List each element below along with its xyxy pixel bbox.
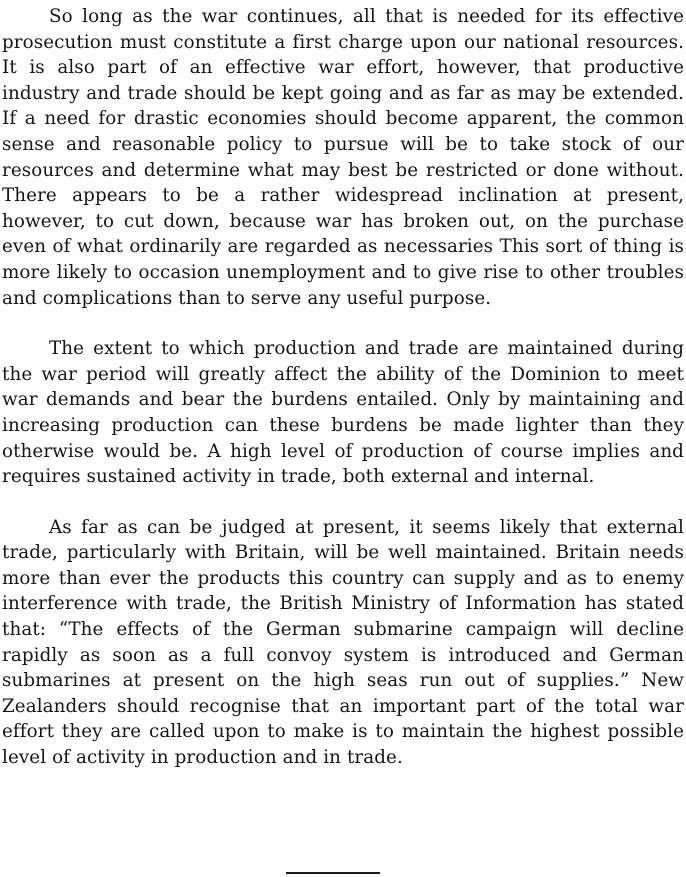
paragraph-2: The extent to which production and trade are maintained during the war period will greatly affect the ability of the Dominion to meet war demands and bear the burdens entailed. Only by maintaining and increasing production can these burdens be made lighter than they otherwise would be. A high level of production of course implies and requires sustained activity in trade, both external and internal. <box>2 338 684 488</box>
section-divider-rule <box>286 872 380 874</box>
paragraph-1: So long as the war continues, all that is needed for its effective prosecution must constitute a first charge upon our national resources. It is also part of an effective war effort, however, that productive industry and trade should be kept going and as far as may be extended. If a need for drastic economies should become apparent, the common sense and reasonable policy to pursue will be to take stock of our resources and determine what may best be restricted or done without. There appears to be a rather widespread inclination at present, however, to cut down, because war has broken out, on the purchase even of what ordinarily are regarded as necessaries This sort of thing is more likely to occasion unemployment and to give rise to other troubles and complications than to serve any useful purpose. <box>2 6 684 309</box>
paragraph-3: As far as can be judged at present, it seems likely that external trade, particularly with Britain, will be well maintained. Britain needs more than ever the products this country can supply and as to enemy interference with trade, the British Ministry of Information has stated that: “The effects of the German submarine campaign will decline rapidly as soon as a full convoy system is introduced and German submarines at present on the high seas run out of supplies.” New Zealanders should recognise that an important part of the total war effort they are called upon to make is to maintain the highest possible level of activity in production and in trade. <box>2 516 684 769</box>
article-body <box>2 4 684 771</box>
